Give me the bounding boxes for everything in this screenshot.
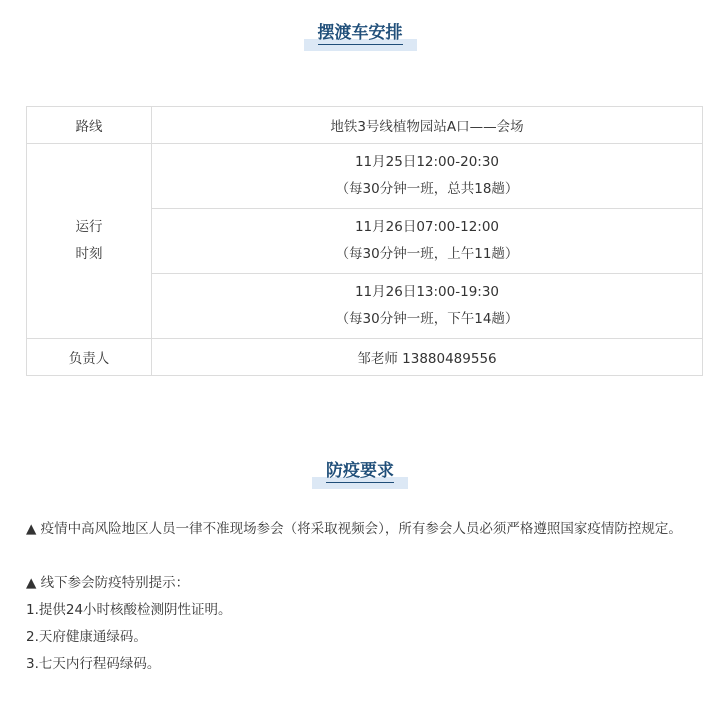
risk-area-paragraph: ▲ 疫情中高风险地区人员一律不准现场参会（将采取视频会），所有参会人员必须严格遵照国家疫情防控规定。: [26, 521, 682, 537]
route-value: 地铁3号线植物园站A口——会场: [330, 119, 524, 135]
epidemic-section-header: [0, 458, 720, 484]
epidemic-notes: [26, 516, 706, 678]
time-label-line2: 时刻: [75, 246, 103, 262]
title-underline: [326, 482, 394, 483]
slot-time: 11月25日12:00-20:30: [354, 154, 500, 170]
shuttle-section-header: [0, 20, 720, 46]
time-slot-cell: [152, 209, 703, 274]
contact-row: [27, 339, 703, 376]
tip-item: 3.七天内行程码绿码。: [26, 656, 161, 672]
time-label-line1: 运行: [75, 219, 103, 235]
offline-tips-heading: ▲ 线下参会防疫特别提示：: [26, 575, 190, 591]
epidemic-title: 防疫要求: [312, 458, 408, 484]
contact-value: 邹老师 13880489556: [357, 351, 497, 367]
slot-time: 11月26日07:00-12:00: [354, 219, 500, 235]
time-slot-row: [27, 144, 703, 209]
contact-value-cell: [152, 339, 703, 376]
tip-item: 1.提供24小时核酸检测阴性证明。: [26, 602, 232, 618]
route-label: 路线: [75, 119, 103, 135]
route-label-cell: [27, 107, 152, 144]
slot-note: （每30分钟一班，上午11趟）: [335, 246, 519, 262]
title-underline: [318, 44, 403, 45]
slot-note: （每30分钟一班，下午14趟）: [335, 311, 519, 327]
time-slot-cell: [152, 274, 703, 339]
shuttle-schedule-table: [26, 106, 703, 376]
contact-label: 负责人: [68, 351, 110, 367]
route-value-cell: [152, 107, 703, 144]
tip-item: 2.天府健康通绿码。: [26, 629, 147, 645]
slot-note: （每30分钟一班，总共18趟）: [335, 181, 519, 197]
route-row: [27, 107, 703, 144]
time-label-cell: [27, 144, 152, 339]
shuttle-title: 摆渡车安排: [304, 20, 417, 46]
slot-time: 11月26日13:00-19:30: [354, 284, 500, 300]
contact-label-cell: [27, 339, 152, 376]
time-slot-cell: [152, 144, 703, 209]
